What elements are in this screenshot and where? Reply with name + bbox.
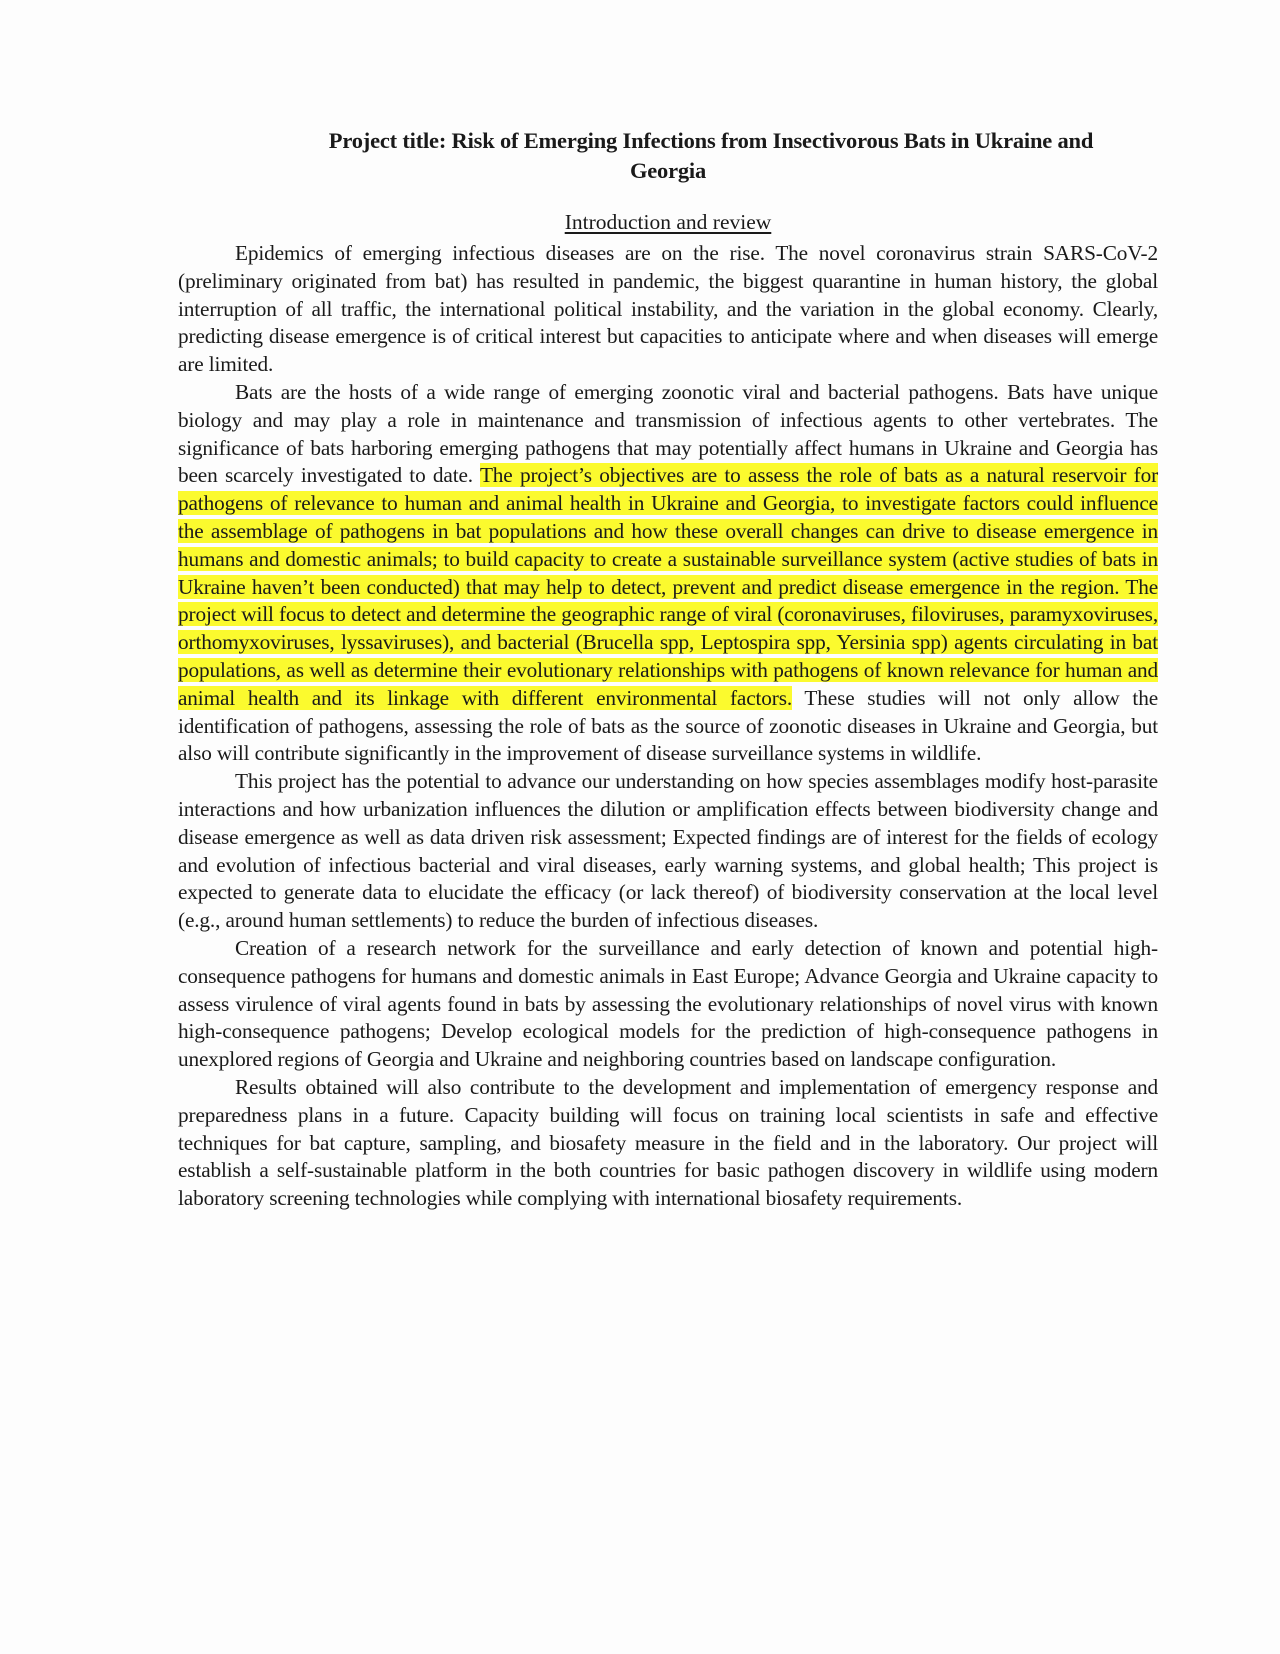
paragraph-bats-hosts — [178, 379, 1158, 768]
paragraph-research-network: Creation of a research network for the surveillance and early detection of known and potential high-consequence pathogens for humans and domestic animals in East Europe; Advance Georgia and Ukraine capacity to assess virulence of viral agents found in bats by assessing the evolutionary relationships of novel virus with known high-consequence pathogens; Develop ecological models for the prediction of high-consequence pathogens in unexplored regions of Georgia and Ukraine and neighboring countries based on landscape configuration. — [178, 935, 1158, 1072]
paragraph-text: These studies will not only allow the identification of pathogens, assessing the role of bats as the source of zoonotic diseases in Ukraine and Georgia, but also will contribute significantly in the improvement of disease surveillance systems in wildlife. — [178, 685, 1159, 766]
paragraph-epidemics: Epidemics of emerging infectious diseases are on the rise. The novel coronavirus strain SARS-CoV-2 (preliminary originated from bat) has resulted in pandemic, the biggest quarantine in human history, the global interruption of all traffic, the international political instability, and the variation in the global economy. Clearly, predicting disease emergence is of critical interest but capacities to anticipate where and when diseases will emerge are limited. — [178, 241, 1158, 377]
document-body — [178, 240, 1158, 1213]
project-title-line-2: Georgia — [629, 158, 707, 183]
project-title — [178, 126, 1158, 186]
section-heading — [178, 208, 1158, 236]
paragraph-potential: This project has the potential to advance our understanding on how species assemblages modify host-parasite interactions and how urbanization influences the dilution or amplification effects between biodiversity change and disease emergence as well as data driven risk assessment; Expected findings are of interest for the fields of ecology and evolution of infectious bacterial and viral diseases, early warning systems, and global health; This project is expected to generate data to elucidate the efficacy (or lack thereof) of biodiversity conservation at the local level (e.g., around human settlements) to reduce the burden of infectious diseases. — [178, 769, 1158, 933]
project-title-line-1: Project title: Risk of Emerging Infections from Insectivorous Bats in Ukraine and — [328, 128, 1094, 153]
highlighted-objectives: The project’s objectives are to assess the role of bats as a natural reservoir for pathogens of relevance to human and animal health in Ukraine and Georgia, to investigate factors could influence the assemblage of pathogens in bat populations and how these overall changes can drive to disease emergence in humans and domestic animals; to build capacity to create a sustainable surveillance system (active studies of bats in Ukraine haven’t been conducted) that may help to detect, prevent and predict disease emergence in the region. The project will focus to detect and determine the geographic range of viral (coronaviruses, filoviruses, paramyxoviruses, orthomyxoviruses, lyssaviruses), and bacterial (Brucella spp, Leptospira spp, Yersinia spp) agents circulating in bat populations, as well as determine their evolutionary relationships with pathogens of known relevance for human and animal health and its linkage with different environmental factors. — [178, 463, 1159, 710]
paragraph-results: Results obtained will also contribute to the development and implementation of emergency response and preparedness plans in a future. Capacity building will focus on training local scientists in safe and effective techniques for bat capture, sampling, and biosafety measure in the field and in the laboratory. Our project will establish a self-sustainable platform in the both countries for basic pathogen discovery in wildlife using modern laboratory screening technologies while complying with international biosafety requirements. — [178, 1074, 1158, 1211]
section-heading-text: Introduction and review — [564, 210, 772, 234]
paragraph-text: Bats are the hosts of a wide range of emerging zoonotic viral and bacterial pathogens. Bats have unique biology and may play a role in maintenance and transmission of infectious agents to other vertebrates. The significance of bats harboring emerging pathogens that may potentially affect humans in Ukraine and Georgia has been scarcely investigated to date. — [178, 379, 1158, 488]
